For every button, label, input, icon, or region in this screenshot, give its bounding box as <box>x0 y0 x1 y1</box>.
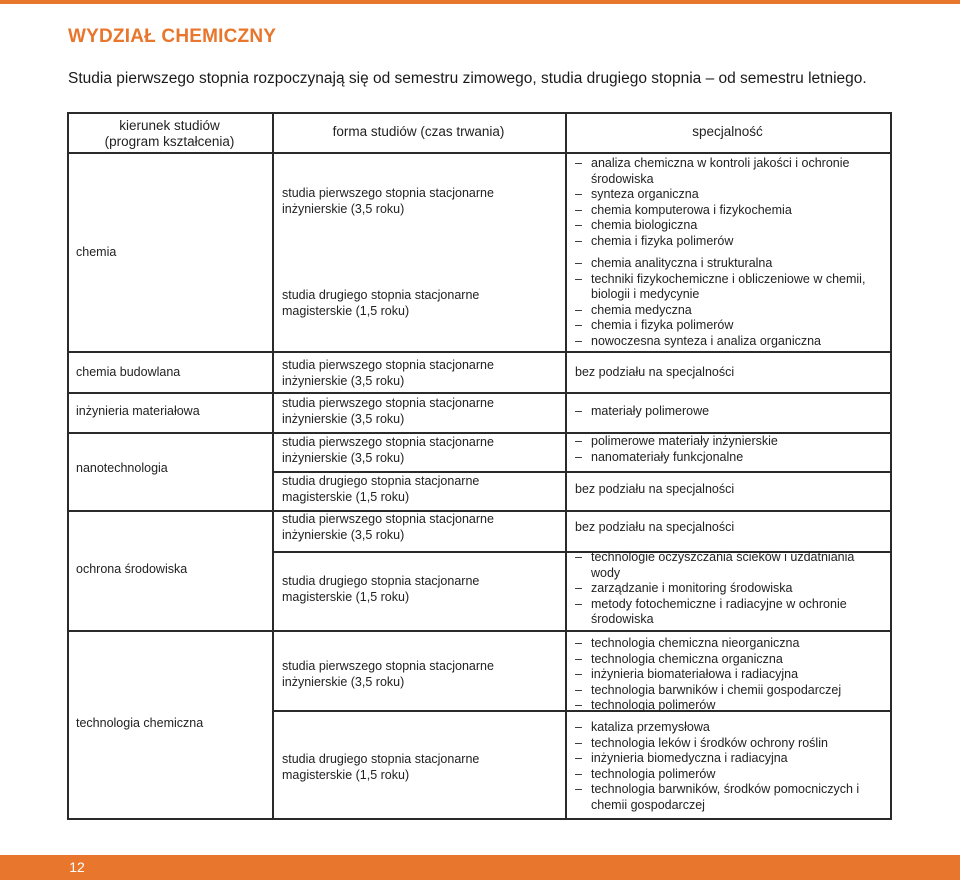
program-technologia-chemiczna: technologia chemiczna <box>76 716 204 730</box>
form-second-cycle: studia drugiego stopnia stacjonarne magisterskie (1,5 roku) <box>282 752 480 782</box>
list-item: – nowoczesna synteza i analiza organiczna <box>575 334 885 350</box>
form-first-cycle: studia pierwszego stopnia stacjonarne inżynierskie (3,5 roku) <box>282 659 494 689</box>
specialty-list <box>575 256 885 349</box>
list-item: – chemia medyczna <box>575 303 885 319</box>
footer-bar <box>0 855 960 880</box>
list-item: – chemia komputerowa i fizykochemia <box>575 203 880 219</box>
form-second-cycle: studia drugiego stopnia stacjonarne magisterskie (1,5 roku) <box>282 574 480 604</box>
header-divider <box>67 152 892 154</box>
header-specialty: specjalność <box>692 124 763 139</box>
header-program: kierunek studiów (program kształcenia) <box>104 118 235 149</box>
form-first-cycle: studia pierwszego stopnia stacjonarne inżynierskie (3,5 roku) <box>282 396 494 426</box>
no-specialty-text: bez podziału na specjalności <box>575 365 735 379</box>
no-specialty-text: bez podziału na specjalności <box>575 520 735 534</box>
table-divider-col2 <box>565 112 567 820</box>
specialty-list <box>575 636 880 714</box>
page-title: WYDZIAŁ CHEMICZNY <box>68 26 277 47</box>
program-inzynieria-materialowa: inżynieria materiałowa <box>76 404 200 418</box>
list-item: – chemia i fizyka polimerów <box>575 318 885 334</box>
specialty-list <box>575 434 880 465</box>
list-item: – inżynieria biomateriałowa i radiacyjna <box>575 667 880 683</box>
program-chemia: chemia <box>76 245 117 259</box>
program-nanotechnologia: nanotechnologia <box>76 461 168 475</box>
table-border-bottom <box>67 818 892 820</box>
list-item: – technologia polimerów <box>575 767 880 783</box>
list-item: – synteza organiczna <box>575 187 880 203</box>
list-item: – technologia polimerów <box>575 698 880 714</box>
table-border-right <box>890 112 892 820</box>
list-item: – inżynieria biomedyczna i radiacyjna <box>575 751 880 767</box>
form-first-cycle: studia pierwszego stopnia stacjonarne inżynierskie (3,5 roku) <box>282 186 494 216</box>
page-number: 12 <box>69 859 85 875</box>
list-item: – technologia chemiczna organiczna <box>575 652 880 668</box>
list-item: – technologie oczyszczania ścieków i uzdatniania wody <box>575 550 875 581</box>
header-form: forma studiów (czas trwania) <box>332 124 505 139</box>
row-divider <box>67 630 892 632</box>
top-accent-bar <box>0 0 960 4</box>
form-second-cycle: studia drugiego stopnia stacjonarne magisterskie (1,5 roku) <box>282 474 480 504</box>
list-item: – metody fotochemiczne i radiacyjne w ochronie środowiska <box>575 597 875 628</box>
list-item: – polimerowe materiały inżynierskie <box>575 434 880 450</box>
list-item: – nanomateriały funkcjonalne <box>575 450 880 466</box>
table-border-top <box>67 112 892 114</box>
table-divider-col1 <box>272 112 274 820</box>
list-item: – kataliza przemysłowa <box>575 720 880 736</box>
specialty-list <box>575 550 875 628</box>
list-item: – analiza chemiczna w kontroli jakości i ochronie środowiska <box>575 156 880 187</box>
form-first-cycle: studia pierwszego stopnia stacjonarne inżynierskie (3,5 roku) <box>282 358 494 388</box>
list-item: – chemia analityczna i strukturalna <box>575 256 885 272</box>
form-second-cycle: studia drugiego stopnia stacjonarne magisterskie (1,5 roku) <box>282 288 480 318</box>
form-first-cycle: studia pierwszego stopnia stacjonarne inżynierskie (3,5 roku) <box>282 435 494 465</box>
table-border-left <box>67 112 69 820</box>
specialty-list <box>575 404 880 420</box>
form-first-cycle: studia pierwszego stopnia stacjonarne inżynierskie (3,5 roku) <box>282 512 494 542</box>
list-item: – techniki fizykochemiczne i obliczeniowe w chemii, biologii i medycynie <box>575 272 885 303</box>
program-chemia-budowlana: chemia budowlana <box>76 365 181 379</box>
row-divider <box>67 392 892 394</box>
cell-divider <box>272 471 892 473</box>
program-ochrona-srodowiska: ochrona środowiska <box>76 562 188 576</box>
list-item: – technologia leków i środków ochrony roślin <box>575 736 880 752</box>
list-item: – chemia i fizyka polimerów <box>575 234 880 250</box>
specialty-list <box>575 156 880 249</box>
list-item: – chemia biologiczna <box>575 218 880 234</box>
no-specialty-text: bez podziału na specjalności <box>575 482 735 496</box>
specialty-list <box>575 720 880 813</box>
list-item: – zarządzanie i monitoring środowiska <box>575 581 875 597</box>
list-item: – materiały polimerowe <box>575 404 880 420</box>
intro-text: Studia pierwszego stopnia rozpoczynają się od semestru zimowego, studia drugiego stopnia – od semestru letniego. <box>68 70 867 87</box>
row-divider <box>67 351 892 353</box>
list-item: – technologia barwników, środków pomocniczych i chemii gospodarczej <box>575 782 880 813</box>
studies-table <box>67 112 892 820</box>
list-item: – technologia chemiczna nieorganiczna <box>575 636 880 652</box>
list-item: – technologia barwników i chemii gospodarczej <box>575 683 880 699</box>
